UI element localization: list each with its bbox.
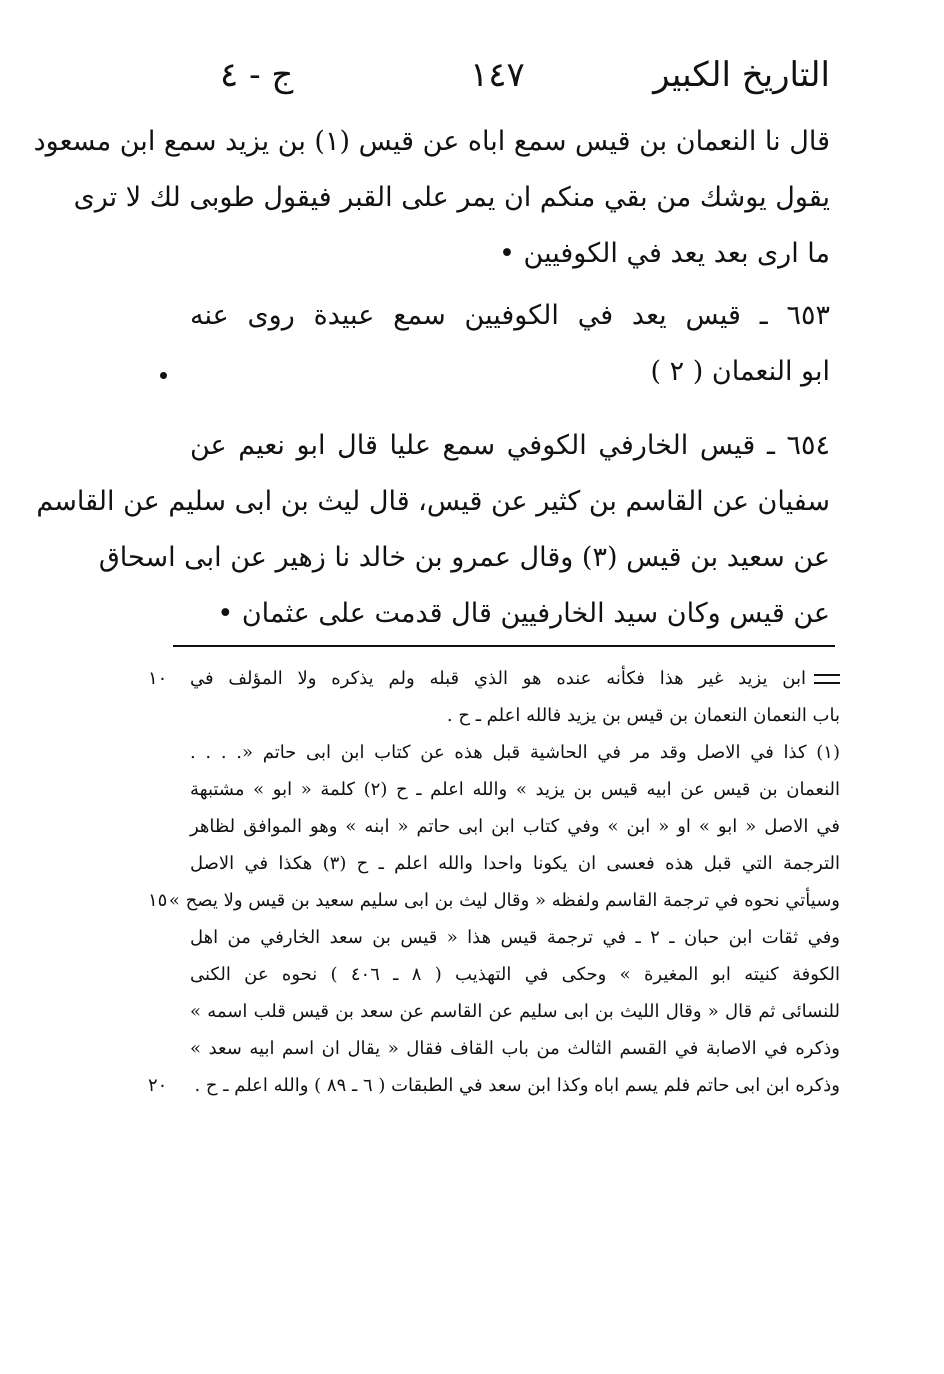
footnote-line: النعمان بن قيس عن ابيه قيس بن يزيد » والله اعلم ـ ح (٢) كلمة « ابو » مشتبهة [190,779,840,800]
running-title: التاريخ الكبير [653,55,830,95]
footnote-line: للنسائى ثم قال « وقال الليث بن ابى سليم عن القاسم عن سعد بن قيس قلب اسمه » [190,1001,840,1022]
page-number: ١٤٧ [470,55,525,95]
footnote-line: الترجمة التي قبل هذه فعسى ان يكونا واحدا والله اعلم ـ ح (٣) هكذا في الاصل [190,853,841,874]
footnotes [168,660,841,1104]
footnote-line: (١) كذا في الاصل وقد مر في الحاشية قبل هذه عن كتاب ابن ابى حاتم «. . . . [190,742,840,763]
page-header [210,52,830,102]
footnote-line: وذكره في الاصابة في القسم الثالث من باب القاف فقال « يقال ان اسم ابيه سعد » [190,1038,840,1059]
footnote-line: ابن يزيد غير هذا فكأنه عنده هو الذي قبله ولم يذكره ولا المؤلف في [190,660,840,697]
footnote-line: في الاصل « ابو » او « ابن » وفي كتاب ابن ابى حاتم « ابنه » وهو الموافق لظاهر [190,816,840,837]
footnote-line: وذكره ابن ابى حاتم فلم يسم اباه وكذا ابن سعد في الطبقات ( ٦ ـ ٨٩ ) والله اعلم ـ ح . [194,1075,840,1096]
margin-dot [160,372,167,379]
line-number: ١٠ [148,668,168,689]
text-line: عن سعيد بن قيس (٣) وقال عمرو بن خالد نا زهير عن ابى اسحاق [98,542,830,573]
footnote-line: الكوفة كنيته ابو المغيرة » وحكى في التهذيب ( ٨ ـ ٤٠٦ ) نحوه عن الكنى [190,964,841,985]
text-line: ما ارى بعد يعد في الكوفيين • [499,238,830,269]
text-line: عن قيس وكان سيد الخارفيين قال قدمت على عثمان • [217,598,830,629]
text-line: يقول يوشك من بقي منكم ان يمر على القبر فيقول طوبى لك لا ترى [73,182,830,213]
entry-653 [190,288,830,400]
continuation-mark [814,674,840,684]
footnote-line: وفي ثقات ابن حبان ـ ٢ ـ في ترجمة قيس هذا « قيس بن سعد الخارفي من اهل [190,927,841,948]
text-line: ٦٥٣ ـ قيس يعد في الكوفيين سمع عبيدة روى عنه [190,300,830,331]
text-line: سفيان عن القاسم بن كثير عن قيس، قال ليث بن ابى سليم عن القاسم [36,486,830,517]
footnote-line: باب النعمان النعمان بن قيس بن يزيد فالله اعلم ـ ح . [446,705,840,726]
volume-number: ج - ٤ [220,55,294,95]
entry-654 [36,418,830,642]
footnote-line: وسيأتي نحوه في ترجمة القاسم ولفظه « وقال ليث بن ابى سليم سعيد بن قيس ولا يصح » [168,890,840,911]
text-line: قال نا النعمان بن قيس سمع اباه عن قيس (١) بن يزيد سمع ابن مسعود [33,126,830,157]
footnote-separator [173,645,835,647]
line-number: ١٥ [148,890,168,911]
line-number: ٢٠ [148,1075,168,1096]
entry-652-continuation [33,114,830,282]
text-line: ابو النعمان ( ٢ ) [650,356,830,387]
text-line: ٦٥٤ ـ قيس الخارفي الكوفي سمع عليا قال ابو نعيم عن [190,430,830,461]
